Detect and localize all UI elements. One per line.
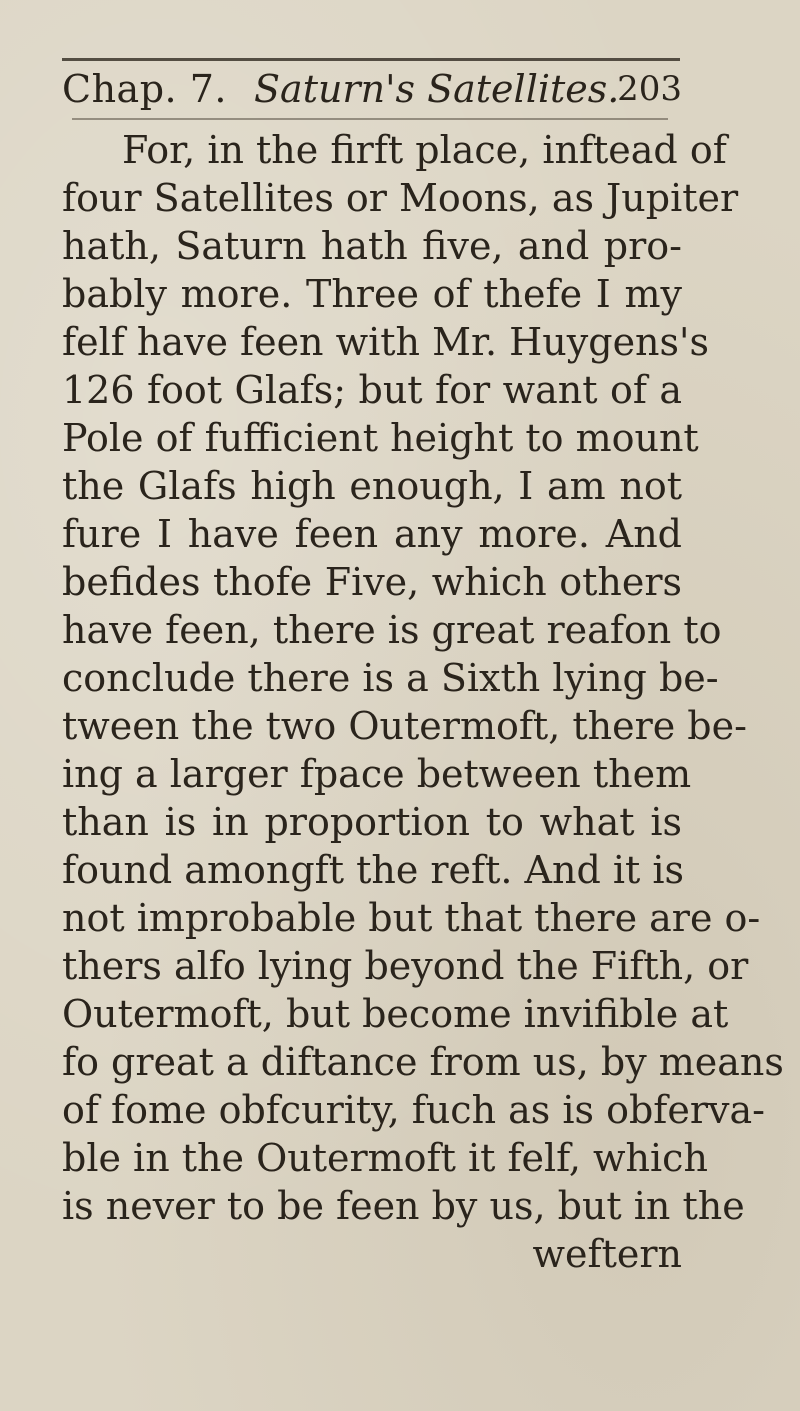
text-line: fo great a diftance from us, by means — [62, 1040, 784, 1084]
text-line: is never to be feen by us, but in the — [62, 1184, 745, 1228]
body-text — [62, 126, 784, 1278]
text-line: thers alfo lying beyond the Fifth, or — [62, 944, 749, 988]
catchword: weftern — [532, 1232, 682, 1276]
text-line: ble in the Outermoft it felf, which — [62, 1136, 708, 1180]
text-line: felf have feen with Mr. Huygens's — [62, 320, 709, 364]
text-line: bably more. Three of thefe I my — [62, 272, 682, 316]
text-line: fure I have feen any more. And — [62, 512, 682, 556]
text-line: conclude there is a Sixth lying be- — [62, 656, 719, 700]
text-line: than is in proportion to what is — [62, 800, 682, 844]
text-line: Pole of fufficient height to mount — [62, 416, 699, 460]
text-line: tween the two Outermoft, there be- — [62, 704, 747, 748]
chapter-label: Chap. 7. — [62, 67, 227, 111]
top-border-rule — [62, 58, 680, 61]
text-line: Outermoft, but become invifible at — [62, 992, 729, 1036]
text-line: found amongft the reft. And it is — [62, 848, 685, 892]
text-line: 126 foot Glafs; but for want of a — [62, 368, 682, 412]
page-number: 203 — [617, 69, 682, 109]
text-line: of fome obfcurity, fuch as is obferva- — [62, 1088, 765, 1132]
text-line: four Satellites or Moons, as Jupiter — [62, 176, 739, 220]
running-header — [62, 66, 682, 112]
text-line: hath, Saturn hath five, and pro- — [62, 224, 682, 268]
running-title: Saturn's Satellites. — [254, 67, 620, 111]
header-rule — [72, 118, 668, 120]
text-line: not improbable but that there are o- — [62, 896, 761, 940]
text-line: the Glafs high enough, I am not — [62, 464, 682, 508]
text-line: have feen, there is great reafon to — [62, 608, 722, 652]
text-line: befides thofe Five, which others — [62, 560, 682, 604]
text-line: For, in the firft place, inftead of — [122, 128, 727, 172]
text-line: ing a larger fpace between them — [62, 752, 692, 796]
